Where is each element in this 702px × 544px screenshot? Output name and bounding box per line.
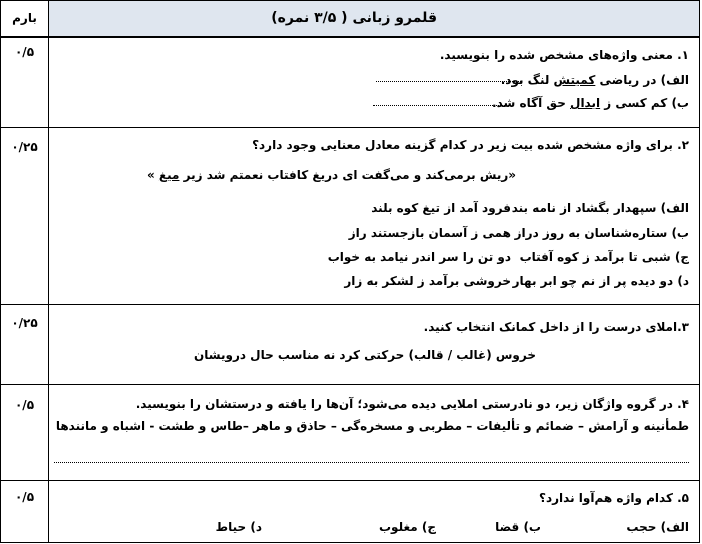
row-divider-4 — [1, 480, 699, 481]
q1-item-b-prefix: ب) کم کسی ز — [600, 96, 689, 110]
score-header: بارم — [12, 11, 37, 25]
q2-verse-part1: «ریش برمی‌کند و می‌گفت ای دریغ کافتاب نعمتم شد زیر — [179, 168, 516, 182]
q3-line: خروس (غالب / قالب) حرکتی کرد نه مناسب حال درویشان — [194, 348, 536, 362]
row-divider-3 — [1, 384, 699, 385]
q1-item-b-word: ابدال — [570, 96, 601, 110]
row-divider-1 — [1, 127, 699, 128]
q2-verse-word: میغ — [158, 168, 180, 182]
score-column-divider — [48, 1, 49, 542]
q2-verse-end: » — [146, 168, 159, 182]
q2-option-c-right: ج) شبی تا برآمد ز کوه آفتاب — [519, 250, 689, 264]
q2-option-a-left: فرود آمد از تیغ کوه بلند — [371, 201, 511, 215]
q5-option-d: د) حیاط — [215, 520, 262, 534]
q2-option-b-left: همی ز آسمان بازجستند راز — [348, 226, 511, 240]
q1-item-b — [492, 96, 689, 110]
q5-option-c: ج) مغلوب — [379, 520, 436, 534]
q2-option-d-left: خروشی برآمد ز لشکر به زار — [344, 274, 511, 288]
q4-score: ۰/۵ — [14, 398, 35, 412]
q2-score: ۰/۲۵ — [11, 140, 38, 154]
q2-verse — [147, 168, 516, 182]
q5-score: ۰/۵ — [14, 490, 35, 504]
q2-option-a-right: الف) سپهدار بگشاد از نامه بند — [511, 201, 689, 215]
q5-option-a: الف) حجب — [626, 520, 689, 534]
q1-answer-line-a[interactable] — [376, 81, 521, 82]
q1-prompt: ۱. معنی واژه‌های مشخص شده را بنویسید. — [439, 48, 689, 62]
row-divider-2 — [1, 304, 699, 305]
q2-option-b-right: ب) ستاره‌شناسان به روز دراز — [514, 226, 689, 240]
q4-answer-line[interactable] — [54, 462, 689, 463]
q5-prompt: ۵. کدام واژه هم‌آوا ندارد؟ — [539, 491, 689, 505]
q1-item-a-word: کمیتش — [553, 73, 596, 87]
header-divider — [1, 36, 699, 38]
section-title: قلمرو زبانی ( ۳/۵ نمره) — [271, 10, 437, 26]
q4-line: طمأنینه و آرامش – ضمائم و تألیفات – مطربی و مسخرەگی – حاذق و ماهر –طاس و طشت - اشباه و مانندها — [55, 419, 689, 433]
q2-prompt: ۲. برای واژه مشخص شده بیت زیر در کدام گزینه معادل معنایی وجود دارد؟ — [252, 138, 689, 152]
q1-score: ۰/۵ — [14, 45, 35, 59]
q2-option-c-left: دو تن را سر اندر نیامد به خواب — [327, 250, 511, 264]
q2-option-d-right: د) دو دیده پر از نم چو ابر بهار — [512, 274, 689, 288]
q5-option-b: ب) قضا — [495, 520, 541, 534]
q1-item-a-prefix: الف) در ریاضی — [595, 73, 689, 87]
q3-score: ۰/۲۵ — [11, 316, 38, 330]
q1-item-a — [501, 73, 689, 87]
q1-item-a-suffix: لنگ بود. — [500, 73, 554, 87]
q1-answer-line-b[interactable] — [373, 105, 509, 106]
q1-item-b-suffix: حق آگاه شد. — [492, 96, 571, 110]
q3-prompt: ۳.املای درست را از داخل کمانک انتخاب کنید. — [423, 320, 689, 334]
q4-prompt: ۴. در گروه واژگان زیر، دو نادرستی املایی دیده می‌شود؛ آن‌ها را یافته و درستشان را بنویسید. — [135, 397, 689, 411]
